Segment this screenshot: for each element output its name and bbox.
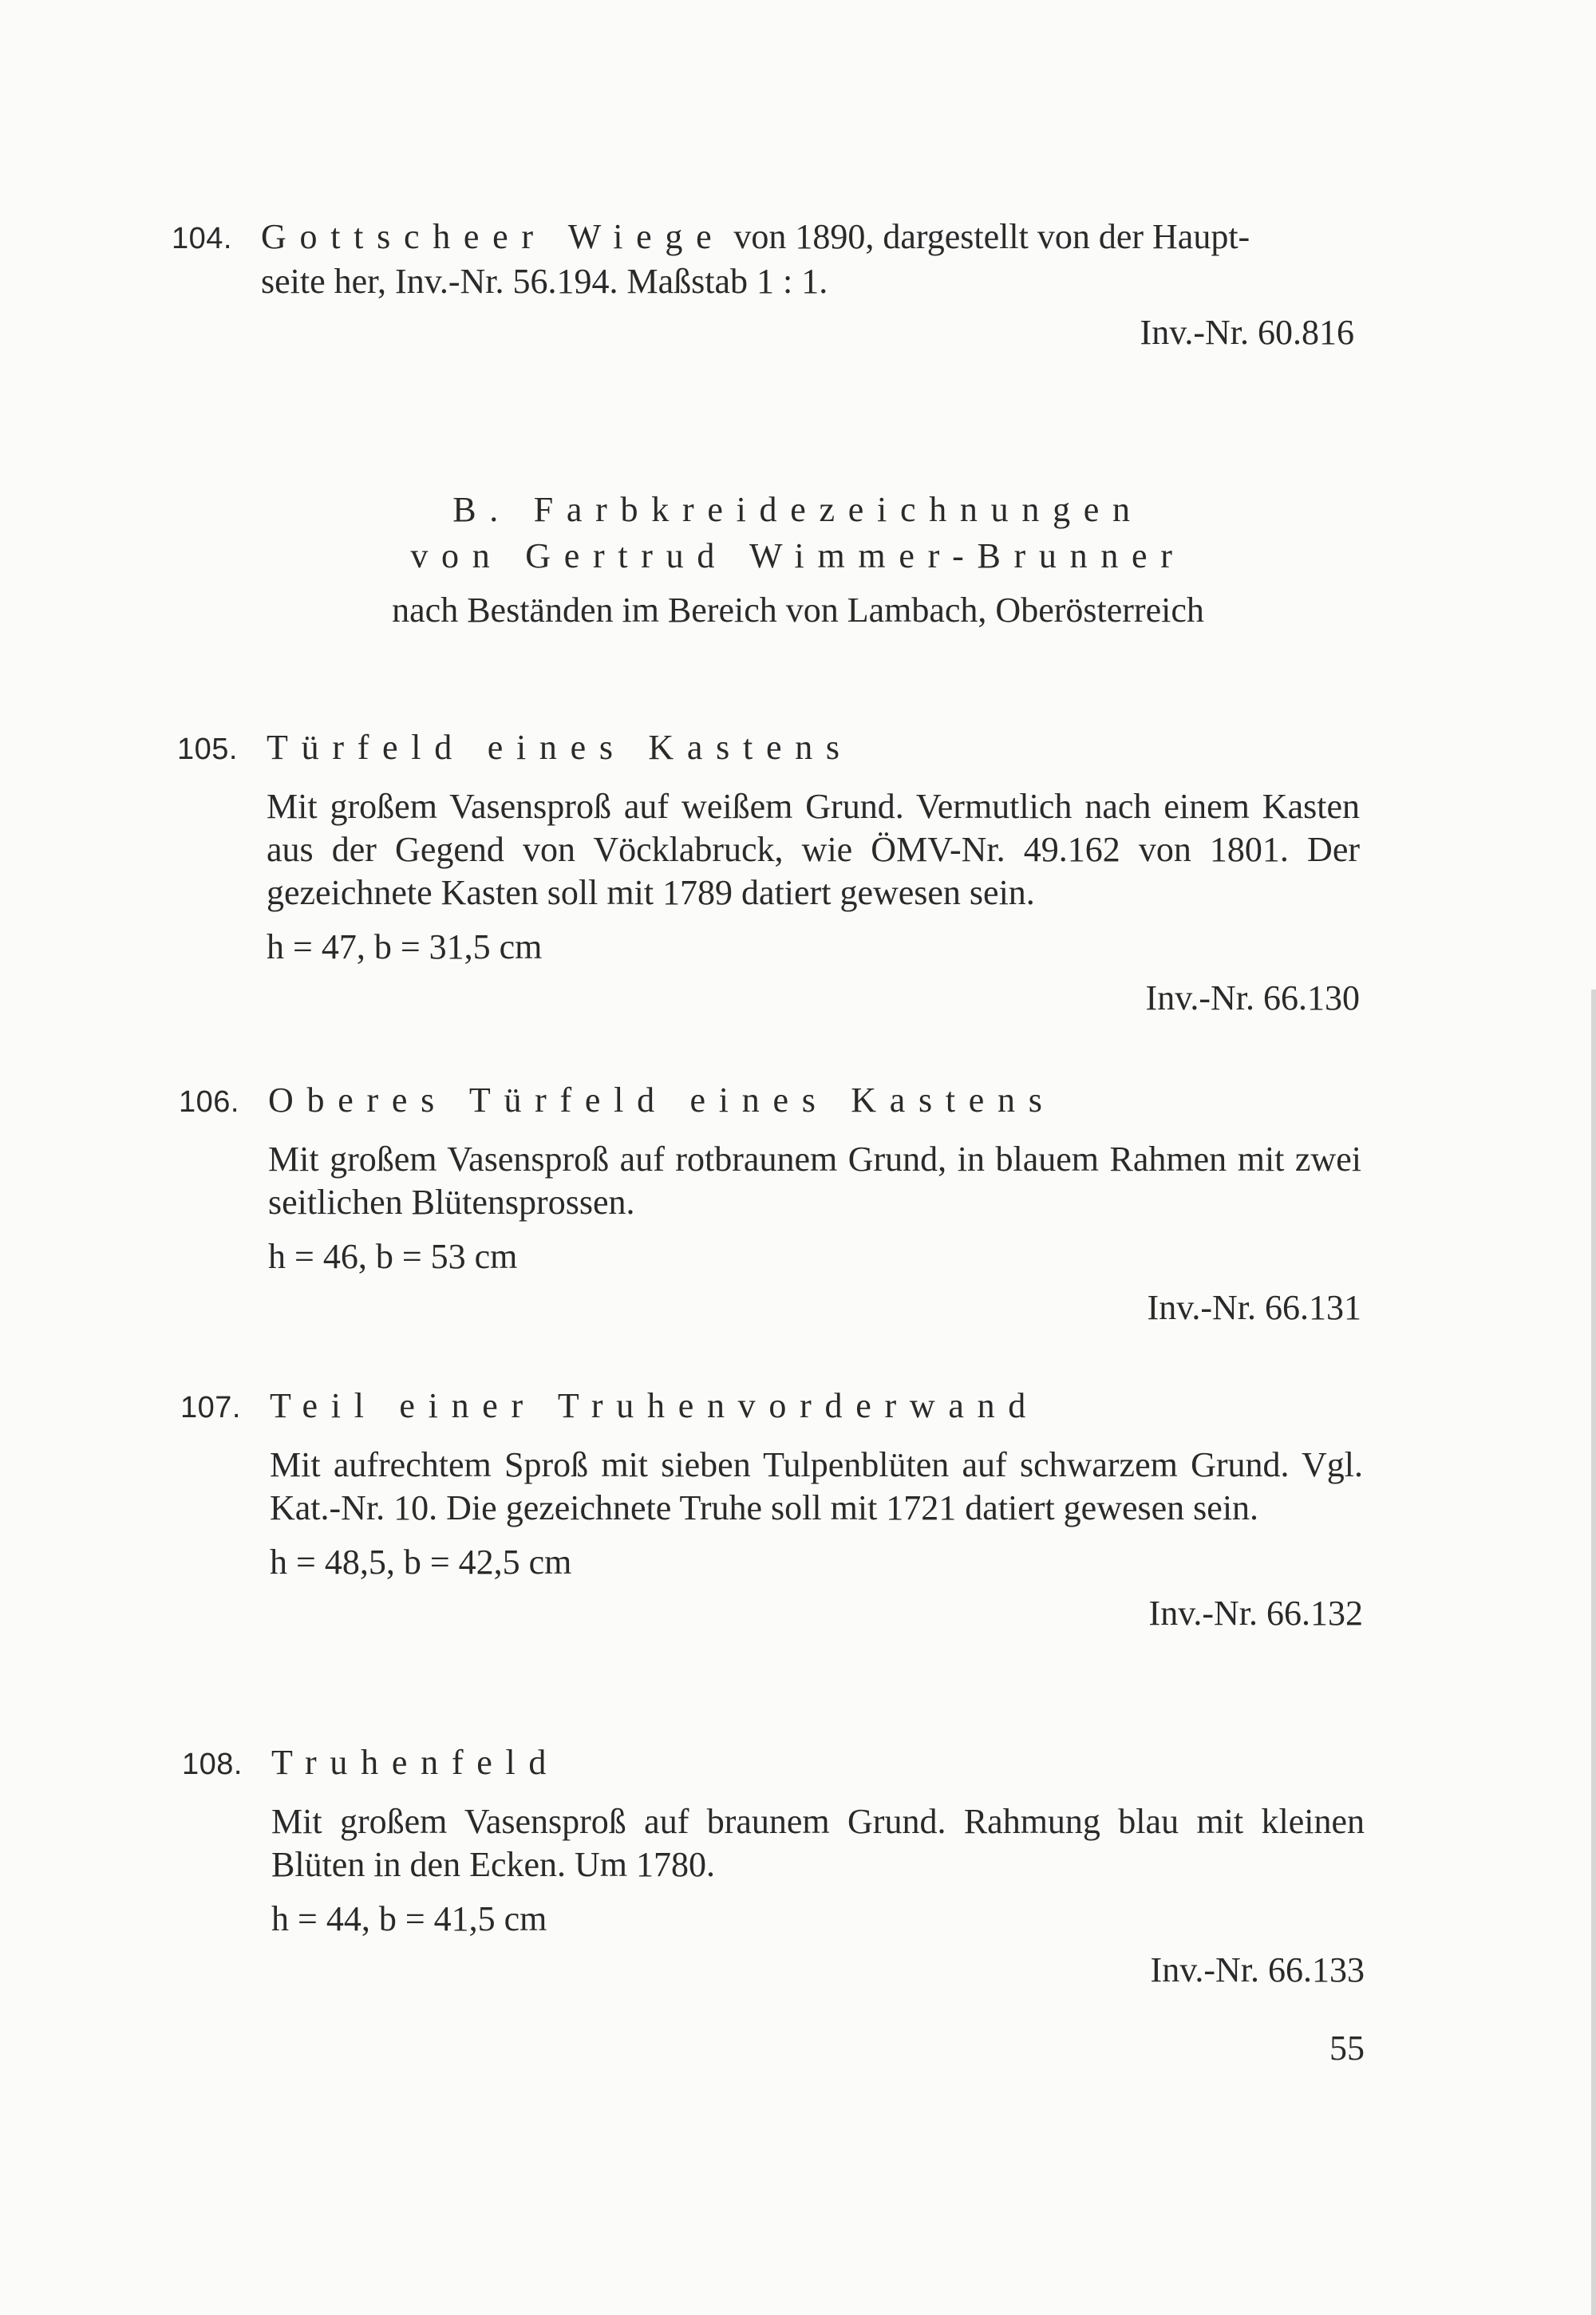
entry-number: 108. [182, 1748, 243, 1781]
section-author: von Gertrud Wimmer-Brunner [410, 536, 1186, 575]
inventory-number: Inv.-Nr. 66.130 [1145, 978, 1360, 1017]
inventory-number: Inv.-Nr. 66.132 [1148, 1594, 1363, 1633]
entry-title: Oberes Türfeld eines Kastens [268, 1080, 1056, 1120]
entry-continuation: seite her, Inv.-Nr. 56.194. Maßstab 1 : 1. [261, 262, 828, 301]
entry-number: 105. [177, 733, 238, 766]
entry-dimensions: h = 47, b = 31,5 cm [267, 927, 543, 966]
page-edge-shadow [1591, 990, 1596, 2315]
catalog-entry-105 [177, 726, 1358, 1020]
entry-description: Mit großem Vasensproß auf rotbraunem Grund, in blauem Rahmen mit zwei seitlichen Blütensprossen. [268, 1140, 1361, 1222]
catalog-entry-107 [180, 1385, 1361, 1635]
entry-heading [180, 1385, 1361, 1429]
entry-description: Mit großem Vasensproß auf weißem Grund. Vermutlich nach einem Kasten aus der Gegend von Vöcklabruck, wie ÖMV-Nr. 49.162 von 1801. Der gezeichnete Kasten soll mit 1789 datiert gewesen sein. [267, 787, 1360, 912]
entry-title: Gottscheer Wiege [261, 217, 725, 256]
catalog-entry-108 [182, 1741, 1363, 1992]
catalog-entry-106 [179, 1079, 1360, 1329]
entry-description: Mit großem Vasensproß auf braunem Grund. Rahmung blau mit kleinen Blüten in den Ecken. Um 1780. [271, 1802, 1365, 1884]
entry-number: 107. [180, 1391, 241, 1424]
entry-title-rest: von 1890, dargestellt von der Haupt- [725, 217, 1250, 256]
entry-title: Truhenfeld [271, 1743, 560, 1782]
entry-heading [179, 1079, 1360, 1124]
entry-heading [177, 726, 1358, 771]
inventory-number: Inv.-Nr. 66.131 [1147, 1288, 1361, 1327]
section-subtitle: nach Beständen im Bereich von Lambach, Oberösterreich [392, 591, 1204, 630]
entry-description: Mit aufrechtem Sproß mit sieben Tulpenblüten auf schwarzem Grund. Vgl. Kat.-Nr. 10. Die gezeichnete Truhe soll mit 1721 datiert gewesen sein. [270, 1445, 1363, 1527]
entry-heading [172, 215, 1353, 260]
entry-title: Teil einer Truhenvorderwand [270, 1386, 1040, 1425]
catalog-entry-104 [172, 215, 1353, 354]
entry-heading [182, 1741, 1363, 1786]
entry-number: 104. [172, 222, 232, 255]
entry-title: Türfeld eines Kastens [267, 728, 853, 767]
section-heading: B. Farbkreidezeichnungen [452, 490, 1144, 529]
inventory-number: Inv.-Nr. 66.133 [1150, 1950, 1365, 1989]
entry-dimensions: h = 44, b = 41,5 cm [271, 1899, 547, 1938]
entry-dimensions: h = 46, b = 53 cm [268, 1237, 518, 1276]
entry-dimensions: h = 48,5, b = 42,5 cm [270, 1543, 572, 1582]
entry-number: 106. [179, 1085, 239, 1119]
page-number: 55 [1329, 2029, 1365, 2068]
inventory-number: Inv.-Nr. 60.816 [1140, 313, 1354, 352]
